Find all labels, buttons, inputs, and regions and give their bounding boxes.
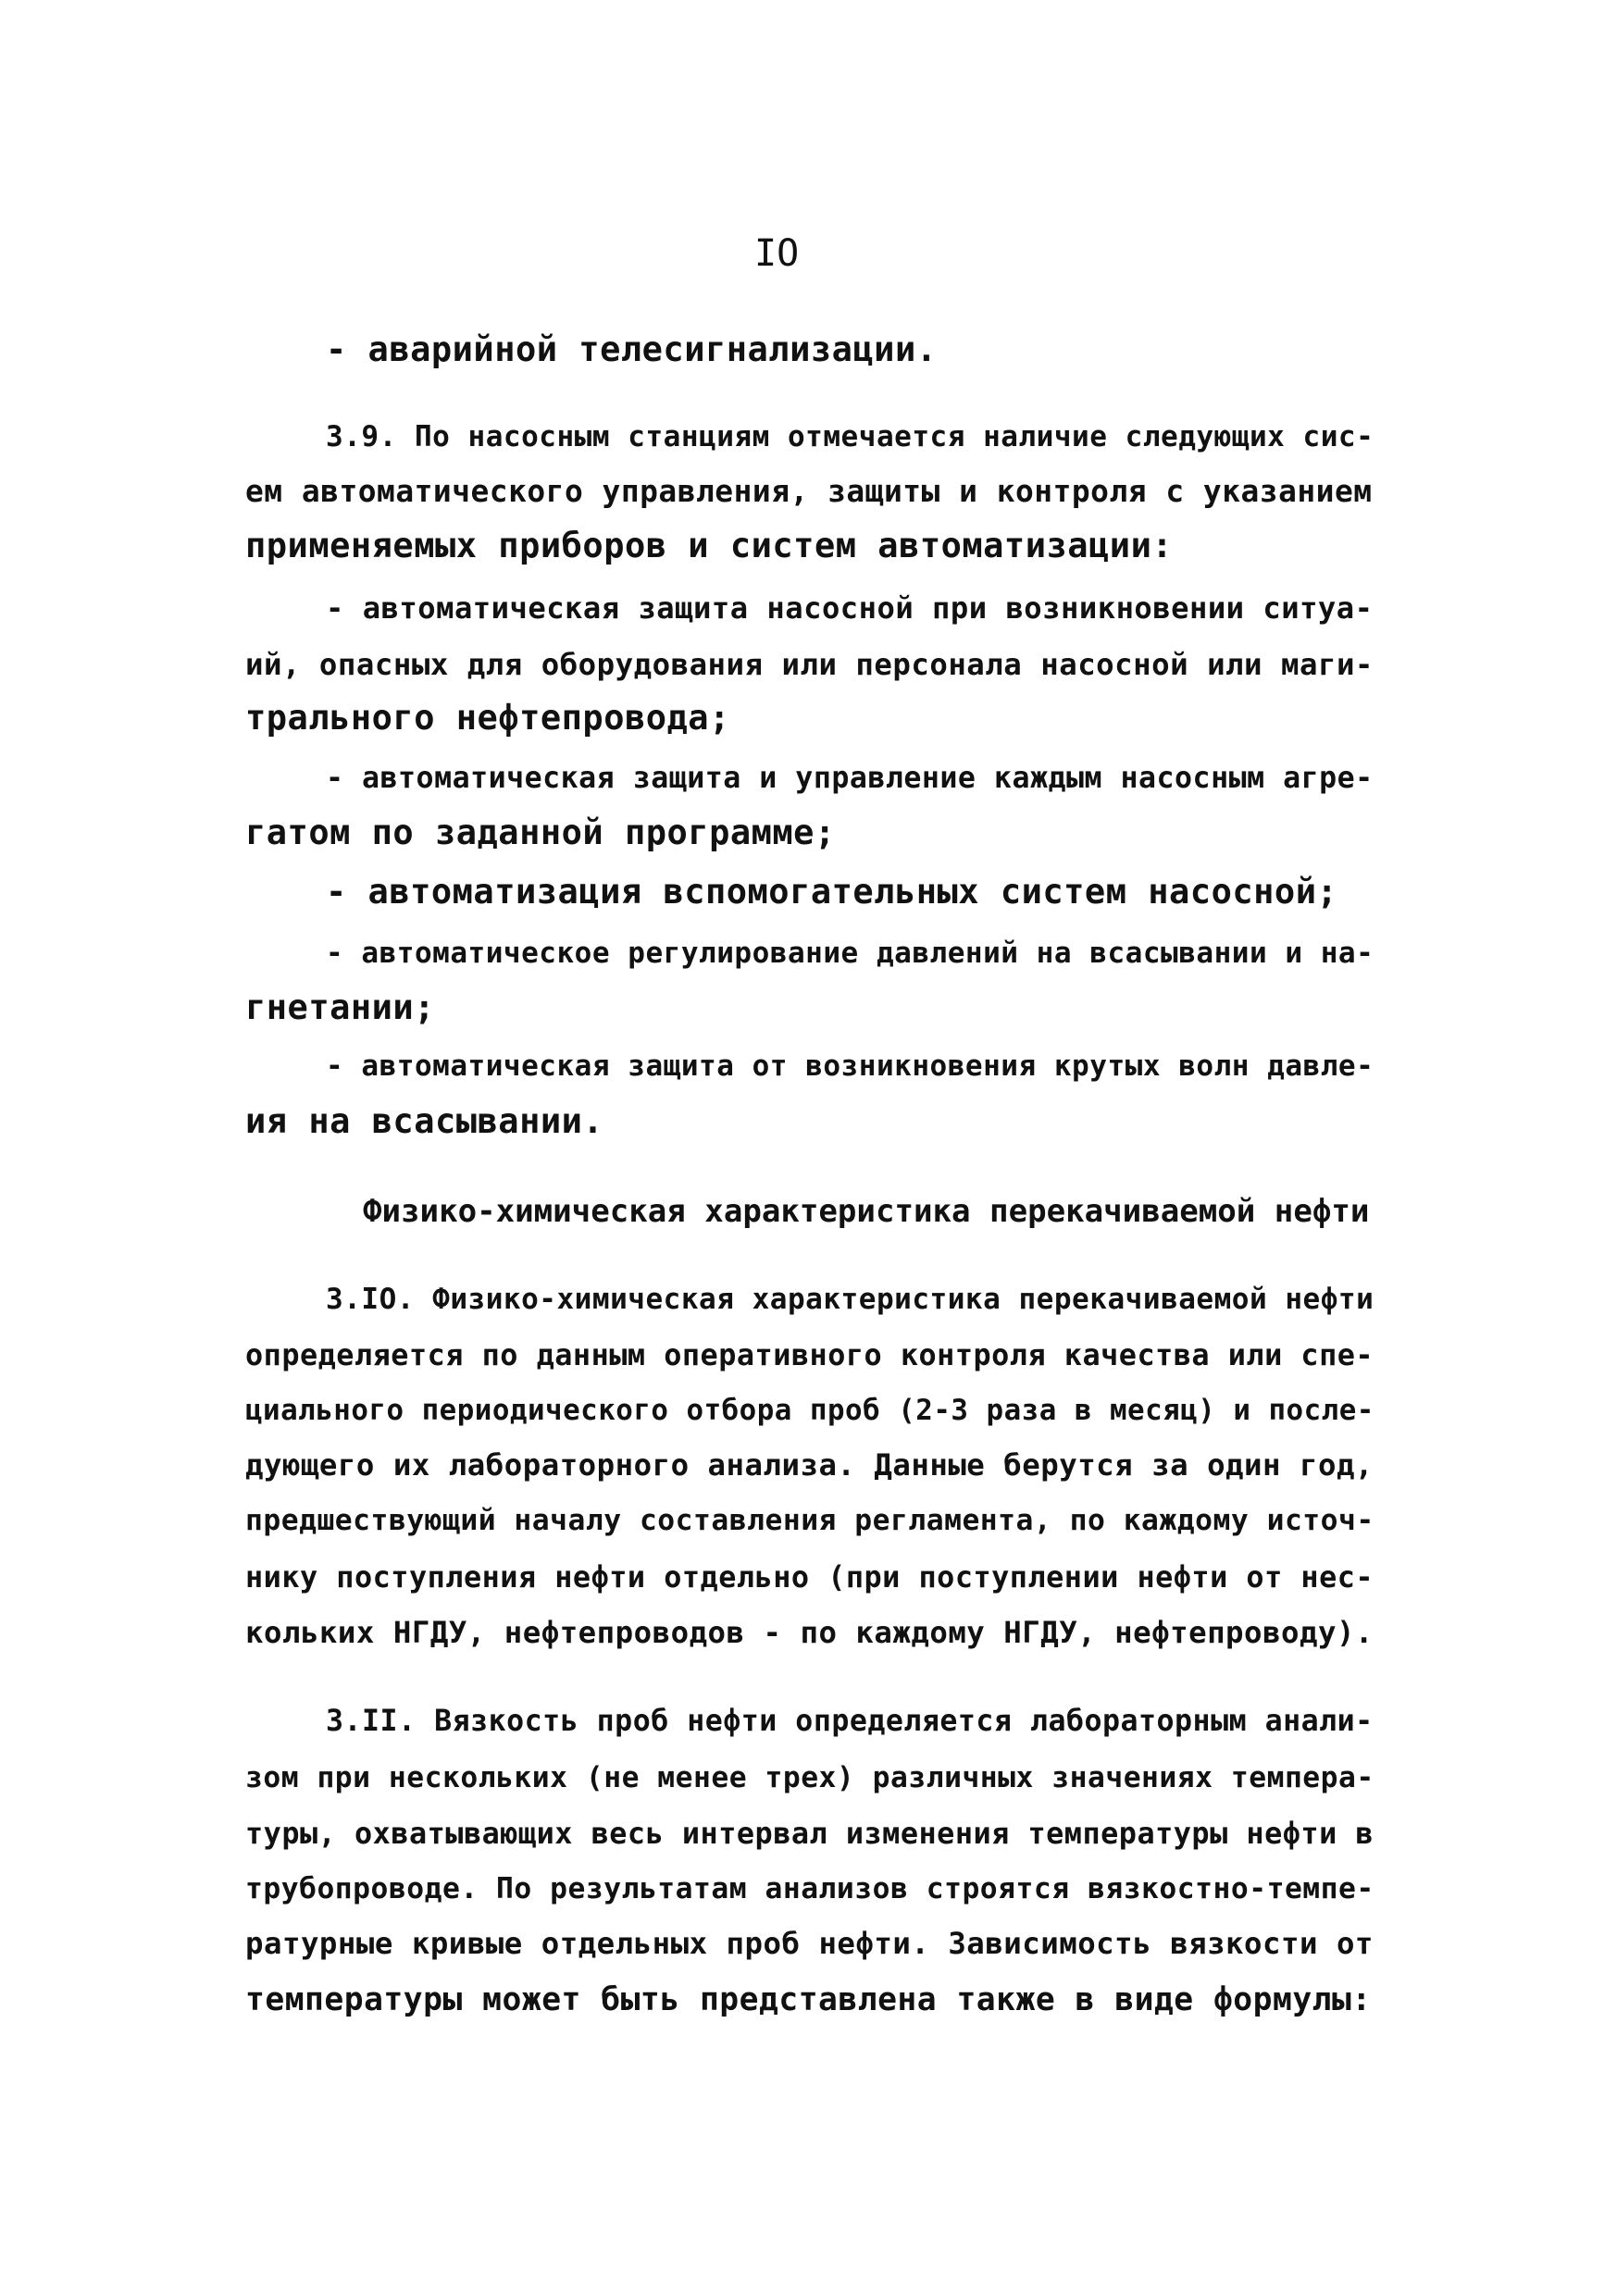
paragraph-3-10-line-7: кольких НГДУ, нефтепроводов - по каждому НГДУ, нефтепроводу). [245, 1615, 1374, 1650]
paragraph-3-10-line-1: 3.IO. Физико-химическая характеристика перекачиваемой нефти [326, 1283, 1374, 1316]
paragraph-3-9-line-2: ем автоматического управления, защиты и контроля с указанием [245, 473, 1373, 509]
list-item-pressure-wave-line-2: ия на всасывании. [245, 1101, 604, 1141]
list-item-unit-control-line-1: - автоматическая защита и управление каждым насосным агре- [326, 762, 1374, 795]
paragraph-3-11-line-3: туры, охватывающих весь интервал изменения температуры нефти в [245, 1816, 1374, 1851]
paragraph-3-10-line-2: определяется по данным оперативного контроля качества или спе- [245, 1337, 1374, 1372]
page-number: IO [754, 232, 800, 275]
section-heading: Физико-химическая характеристика перекачиваемой нефти [363, 1193, 1370, 1230]
paragraph-3-10-line-3: циального периодического отбора проб (2-3 раза в месяц) и после- [245, 1394, 1374, 1427]
paragraph-3-10-line-4: дующего их лабораторного анализа. Данные берутся за один год, [245, 1447, 1374, 1483]
list-item-pressure-regulation-line-1: - автоматическое регулирование давлений на всасывании и на- [326, 937, 1374, 970]
list-item-auxiliary-systems: - автоматизация вспомогательных систем насосной; [326, 872, 1338, 912]
paragraph-3-11-line-1: 3.II. Вязкость проб нефти определяется лабораторным анали- [326, 1705, 1374, 1738]
paragraph-3-9-line-1: 3.9. По насосным станциям отмечается наличие следующих сис- [326, 420, 1374, 453]
paragraph-3-10-line-6: нику поступления нефти отдельно (при поступлении нефти от нес- [245, 1559, 1374, 1595]
paragraph-3-11-line-2: зом при нескольких (не менее трех) различных значениях темпера- [245, 1761, 1374, 1794]
list-item-pump-protection-line-2: ий, опасных для оборудования или персонала насосной или маги- [245, 647, 1374, 682]
paragraph-3-11-line-6: температуры может быть представлена также в виде формулы: [245, 1981, 1372, 2018]
paragraph-3-11-line-5: ратурные кривые отдельных проб нефти. Зависимость вязкости от [245, 1926, 1374, 1961]
list-item-pressure-wave-line-1: - автоматическая защита от возникновения крутых волн давле- [326, 1049, 1374, 1083]
list-item-unit-control-line-2: гатом по заданной программе; [245, 813, 836, 852]
paragraph-3-9-line-3: применяемых приборов и систем автоматизации: [245, 526, 1174, 565]
paragraph-3-11-line-4: трубопроводе. По результатам анализов строятся вязкостно-темпе- [245, 1872, 1374, 1905]
list-item-pump-protection-line-3: трального нефтепровода; [245, 698, 730, 738]
list-item-alarm-signalling: - аварийной телесигнализации. [326, 329, 938, 369]
list-item-pump-protection-line-1: - автоматическая защита насосной при возникновении ситуа- [326, 590, 1374, 626]
paragraph-3-10-line-5: предшествующий началу составления регламента, по каждому источ- [245, 1504, 1374, 1537]
list-item-pressure-regulation-line-2: гнетании; [245, 987, 435, 1027]
